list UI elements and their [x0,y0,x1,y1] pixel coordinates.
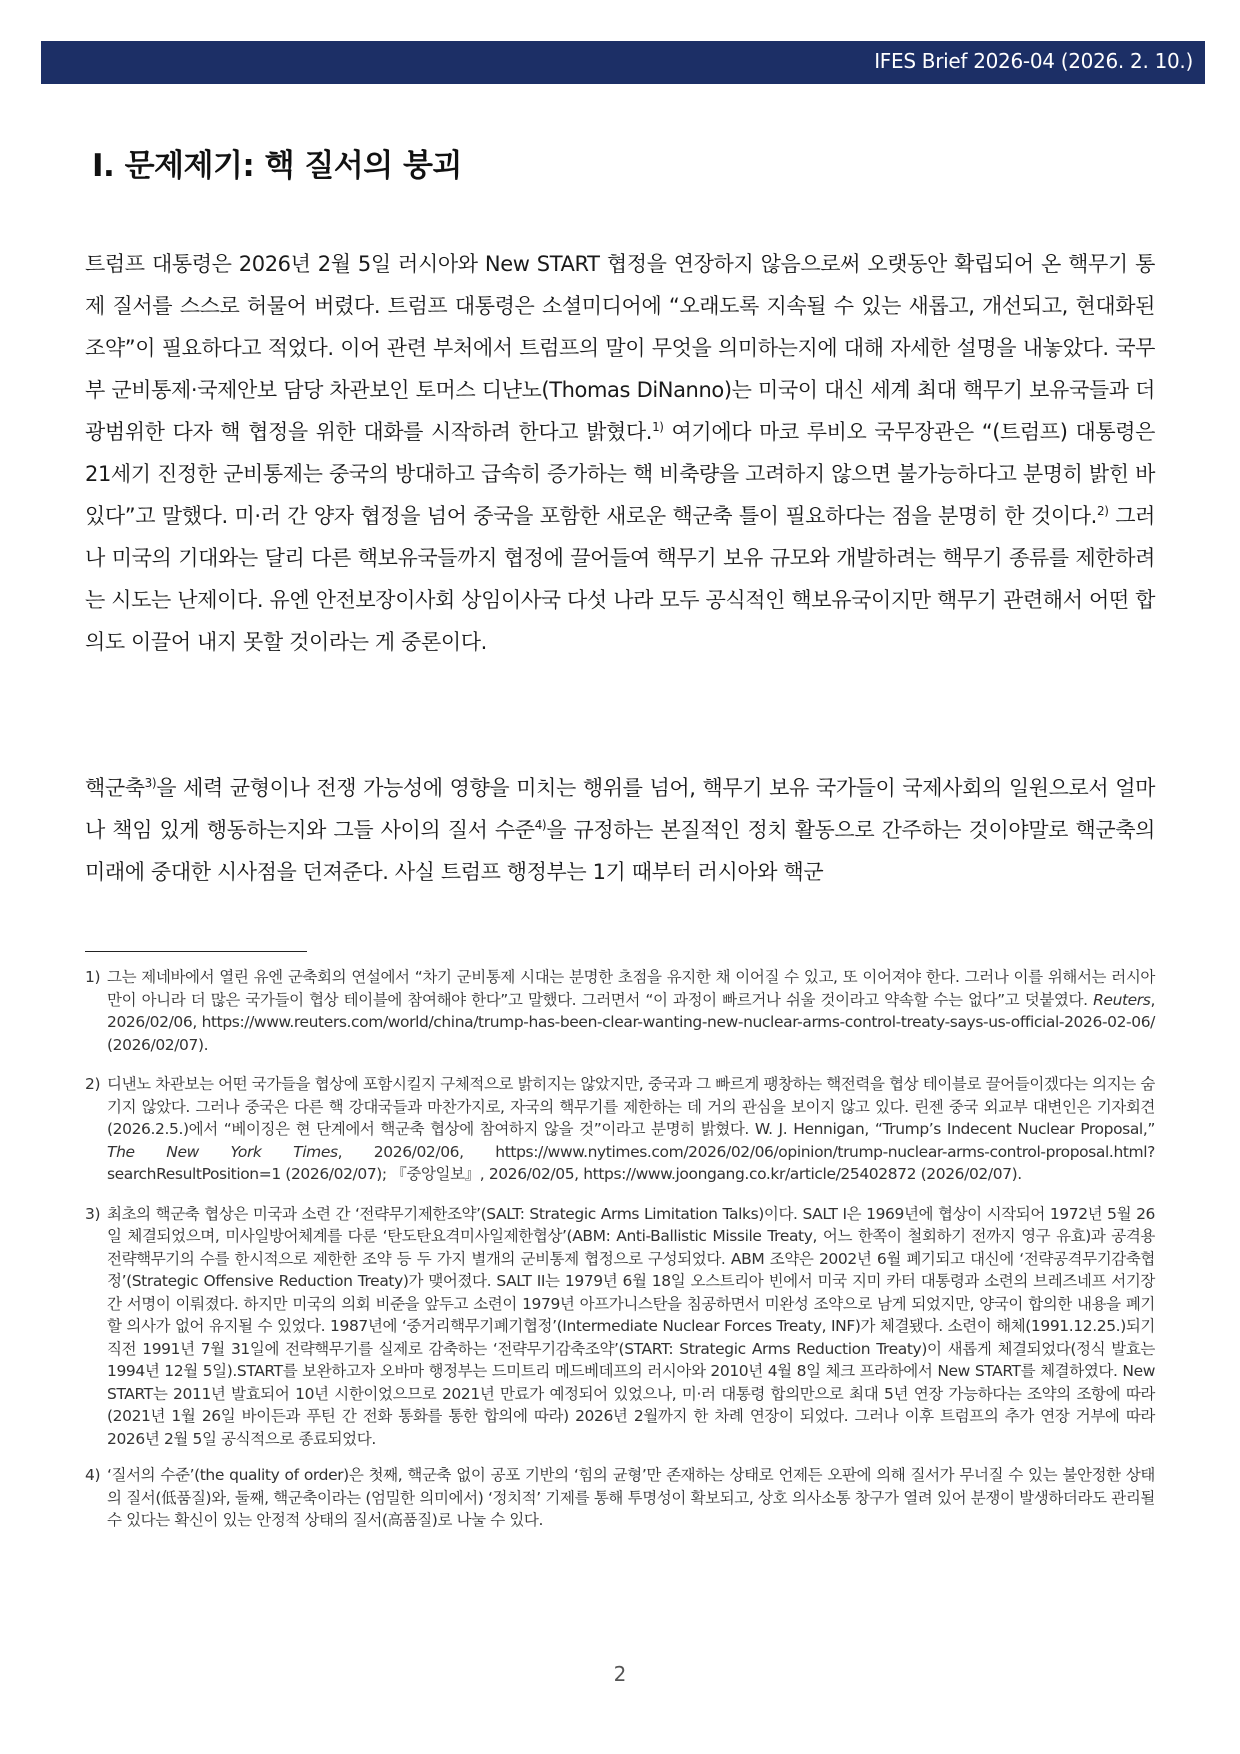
footnote-item [85,1203,1155,1451]
brief-label: IFES Brief 2026-04 (2026. 2. 10.) [874,49,1193,73]
footnotes-list [85,966,1155,1532]
footnote-reference[interactable]: 1) [652,420,664,434]
page-number: 2 [613,1662,627,1686]
paragraph-text: 트럼프 대통령은 2026년 2월 5일 러시아와 New START 협정을 연장하지 않음으로써 오랫동안 확립되어 온 핵무기 통제 질서를 스스로 허물어 버렸다. 트럼프 대통령은 소셜미디어에 “오래도록 지속될 수 있는 새롭고, 개선되고, 현대화된 조약”이 필요하다고 적었다. 이어 관련 부처에서 트럼프의 말이 무엇을 의미하는지에 대해 자세한 설명을 내놓았다. 국무부 군비통제·국제안보 담당 차관보인 토머스 디냔노(Thomas DiNanno)는 미국이 대신 세계 최대 핵무기 보유국들과 더 광범위한 다자 핵 협정을 위한 대화를 시작하려 한다고 밝혔다. [85,252,1155,444]
paragraph-text: 여기에다 마코 루비오 국무장관은 “(트럼프) 대통령은 21세기 진정한 군비통제는 중국의 방대하고 급속히 증가하는 핵 비축량을 고려하지 않으면 불가능하다고 분명히 밝힌 바 있다”고 말했다. 미·러 간 양자 협정을 넘어 중국을 포함한 새로운 핵군축 틀이 필요하다는 점을 분명히 한 것이다. [85,420,1155,528]
footnote-text: , 2026/02/06, https://www.nytimes.com/2026/02/06/opinion/trump-nuclear-arms-control-proposal.html?searchResultPosition=1 (2026/02/07); 『중앙일보』, 2026/02/05, https://www.joongang.co.kr/article/25402872 (2026/02/07). [107,1142,1155,1183]
footnote-reference[interactable]: 2) [1096,504,1109,518]
footnote-text: ‘질서의 수준’(the quality of order)은 첫째, 핵군축 없이 공포 기반의 ‘힘의 균형’만 존재하는 상태로 언제든 오판에 의해 질서가 무너질 수 있는 불안정한 상태의 질서(低품질)와, 둘째, 핵군축이라는 (엄밀한 의미에서) ‘정치적’ 기제를 통해 투명성이 확보되고, 상호 의사소통 창구가 열려 있어 분쟁이 발생하더라도 관리될 수 있다는 확신이 있는 안정적 상태의 질서(高품질)로 나눌 수 있다. [107,1466,1155,1529]
footnote-item [85,966,1155,1056]
header-bar [41,41,1205,84]
footnote-source-title: The New York Times [107,1142,338,1161]
body-paragraph [85,243,1155,663]
footnote-reference[interactable]: 3) [144,776,157,790]
footnote-number: 4) [85,1466,101,1484]
footnote-text: 디낸노 차관보는 어떤 국가들을 협상에 포함시킬지 구체적으로 밝히지는 않았지만, 중국과 그 빠르게 팽창하는 핵전력을 협상 테이블로 끌어들이겠다는 의지는 숨기지 않았다. 그러나 중국은 다른 핵 강대국들과 마찬가지로, 자국의 핵무기를 제한하는 데 거의 관심을 보이지 않고 있다. 린젠 중국 외교부 대변인은 기자회견(2026.2.5.)에서 “베이징은 현 단계에서 핵군축 협상에 참여하지 않을 것”이라고 분명히 밝혔다. W. J. Hennigan, “Trump’s Indecent Nuclear Proposal,” [107,1075,1155,1138]
footnote-text: , 2026/02/06, https://www.reuters.com/world/china/trump-has-been-clear-wanting-new-nuclear-arms-control-treaty-says-us-official-2026-02-06/ (2026/02/07). [107,990,1155,1054]
section-title: Ⅰ. 문제제기: 핵 질서의 붕괴 [92,148,462,184]
paragraph-text: 을 규정하는 본질적인 정치 활동으로 간주하는 것이야말로 핵군축의 미래에 중대한 시사점을 던져준다. 사실 트럼프 행정부는 1기 때부터 러시아와 핵군 [85,818,1155,884]
footnote-reference[interactable]: 4) [534,818,547,832]
footnote-text: 그는 제네바에서 열린 유엔 군축회의 연설에서 “차기 군비통제 시대는 분명한 초점을 유지한 채 이어질 수 있고, 또 이어져야 한다. 그러나 이를 위해서는 러시아만이 아니라 더 많은 국가들이 협상 테이블에 참여해야 한다”고 말했다. 그러면서 “이 과정이 빠르거나 쉬울 것이라고 약속할 수는 없다”고 덧붙였다. [107,968,1155,1009]
paragraph-text: 을 세력 균형이나 전쟁 가능성에 영향을 미치는 행위를 넘어, 핵무기 보유 국가들이 국제사회의 일원으로서 얼마나 책임 있게 행동하는지와 그들 사이의 질서 수준 [85,776,1155,842]
paragraph-text: 그러나 미국의 기대와는 달리 다른 핵보유국들까지 협정에 끌어들여 핵무기 보유 규모와 개발하려는 핵무기 종류를 제한하려는 시도는 난제이다. 유엔 안전보장이사회 상임이사국 다섯 나라 모두 공식적인 핵보유국이지만 핵무기 관련해서 어떤 합의도 이끌어 내지 못할 것이라는 게 중론이다. [85,504,1155,654]
footnote-number: 3) [85,1204,101,1223]
footnote-item [85,1464,1155,1532]
footnote-divider [85,951,307,952]
footnote-number: 2) [85,1075,101,1093]
body-paragraph [85,767,1155,893]
paragraph-text: 핵군축 [85,776,145,800]
footnote-number: 1) [85,968,101,986]
footnote-source-title: Reuters [1093,990,1151,1009]
footnote-text: 최초의 핵군축 협상은 미국과 소련 간 ‘전략무기제한조약’(SALT: Strategic Arms Limitation Talks)이다. SALT I은 1969년에 협상이 시작되어 1972년 5월 26일 체결되었으며, 미사일방어체계를 다룬 ‘탄도탄요격미사일제한협상’(ABM: Anti-Ballistic Missile Treaty, 어느 한쪽이 철회하기 전까지 영구 유효)과 공격용 전략핵무기의 수를 한시적으로 제한한 조약 등 두 가지 별개의 군비통제 협정으로 구성되었다. ABM 조약은 2002년 6월 폐기되고 대신에 ‘전략공격무기감축협정’(Strategic Offensive Reduction Treaty)가 맺어졌다. SALT II는 1979년 6월 18일 오스트리아 빈에서 미국 지미 카터 대통령과 소련의 브레즈네프 서기장 간 서명이 이뤄졌다. 하지만 미국의 의회 비준을 앞두고 소련이 1979년 아프가니스탄을 침공하면서 미완성 조약으로 남게 되었지만, 양국이 합의한 내용을 폐기할 의사가 없어 유지될 수 있었다. 1987년에 ‘중거리핵무기폐기협정’(Intermediate Nuclear Forces Treaty, INF)가 체결됐다. 소련이 해체(1991.12.25.)되기 직전 1991년 7월 31일에 전략핵무기를 실제로 감축하는 ‘전략무기감축조약’(START: Strategic Arms Reduction Treaty)이 새롭게 체결되었다(정식 발효는 1994년 12월 5일).START를 보완하고자 오바마 행정부는 드미트리 메드베데프의 러시아와 2010년 4월 8일 체크 프라하에서 New START를 체결하였다. New START는 2011년 발효되어 10년 시한이었으므로 2021년 만료가 예정되어 있었으나, 미·러 대통령 합의만으로 최대 5년 연장 가능하다는 조약의 조항에 따라 (2021년 1월 26일 바이든과 푸틴 간 전화 통화를 통한 합의에 따라) 2026년 2월까지 한 차례 연장이 되었다. 그러나 이후 트럼프의 추가 연장 거부에 따라 2026년 2월 5일 공식적으로 종료되었다. [107,1204,1155,1448]
footnote-item [85,1073,1155,1186]
